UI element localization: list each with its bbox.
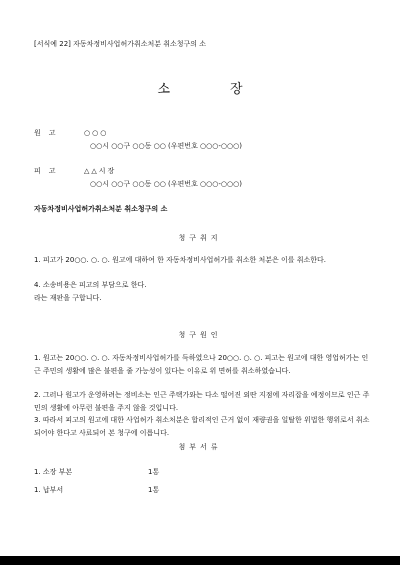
claim-cause-item: 1. 원고는 20○○. ○. ○. 자동차정비사업허가를 득하였으나 20○○. ○. ○. 피고는 원고에 대한 영업허가는 인근 주민의 생활에 많은 불편을 줄 가능성이 있다는 이유로 위 면허를 취소하였습니다. — [34, 354, 369, 375]
attachments-heading: 첨부서류 — [178, 443, 222, 451]
case-name: 자동차정비사업허가취소처분 취소청구의 소 — [34, 205, 168, 213]
claim-purpose-closing: 라는 재판을 구합니다. — [34, 294, 102, 302]
defendant-label: 피고 — [34, 167, 64, 175]
form-label: [서식예 22] 자동차정비사업허가취소처분 취소청구의 소 — [34, 40, 207, 48]
defendant-address: ○○시 ○○구 ○○동 ○○ (우편번호 ○○○-○○○) — [90, 180, 242, 188]
attachment-item-name: 1. 소장 부본 — [34, 468, 73, 476]
claim-cause-item: 2. 그러나 원고가 운영하려는 정비소는 인근 주택가와는 다소 떨어진 외딴 지점에 자리잡을 예정이므로 인근 주민의 생활에 아무런 불편을 주지 않을 것입니다. — [34, 391, 370, 412]
claim-purpose-item: 4. 소송비용은 피고의 부담으로 한다. — [34, 281, 147, 289]
claim-cause-item: 3. 따라서 피고의 원고에 대한 사업허가 취소처분은 합리적인 근거 없이 재량권을 일탈한 위법한 행위로서 취소되어야 한다고 사료되어 본 청구에 이릅니다. — [34, 416, 370, 437]
claim-purpose-heading: 청구취지 — [178, 234, 222, 242]
attachment-item-name: 1. 납부서 — [34, 486, 64, 494]
page-bottom-border — [0, 556, 400, 565]
plaintiff-label: 원고 — [34, 129, 64, 137]
document-title: 소장 — [157, 82, 303, 97]
claim-cause-heading: 청구원인 — [178, 331, 222, 339]
attachment-item-qty: 1통 — [148, 486, 160, 494]
claim-purpose-item: 1. 피고가 20○○. ○. ○. 원고에 대하여 한 자동차정비사업허가를 취소한 처분은 이를 취소한다. — [34, 256, 327, 264]
plaintiff-address: ○○시 ○○구 ○○동 ○○ (우편번호 ○○○-○○○) — [90, 142, 242, 150]
plaintiff-name: ○○○ — [84, 129, 109, 137]
defendant-name: △△시장 — [84, 167, 117, 175]
attachment-item-qty: 1통 — [148, 468, 160, 476]
